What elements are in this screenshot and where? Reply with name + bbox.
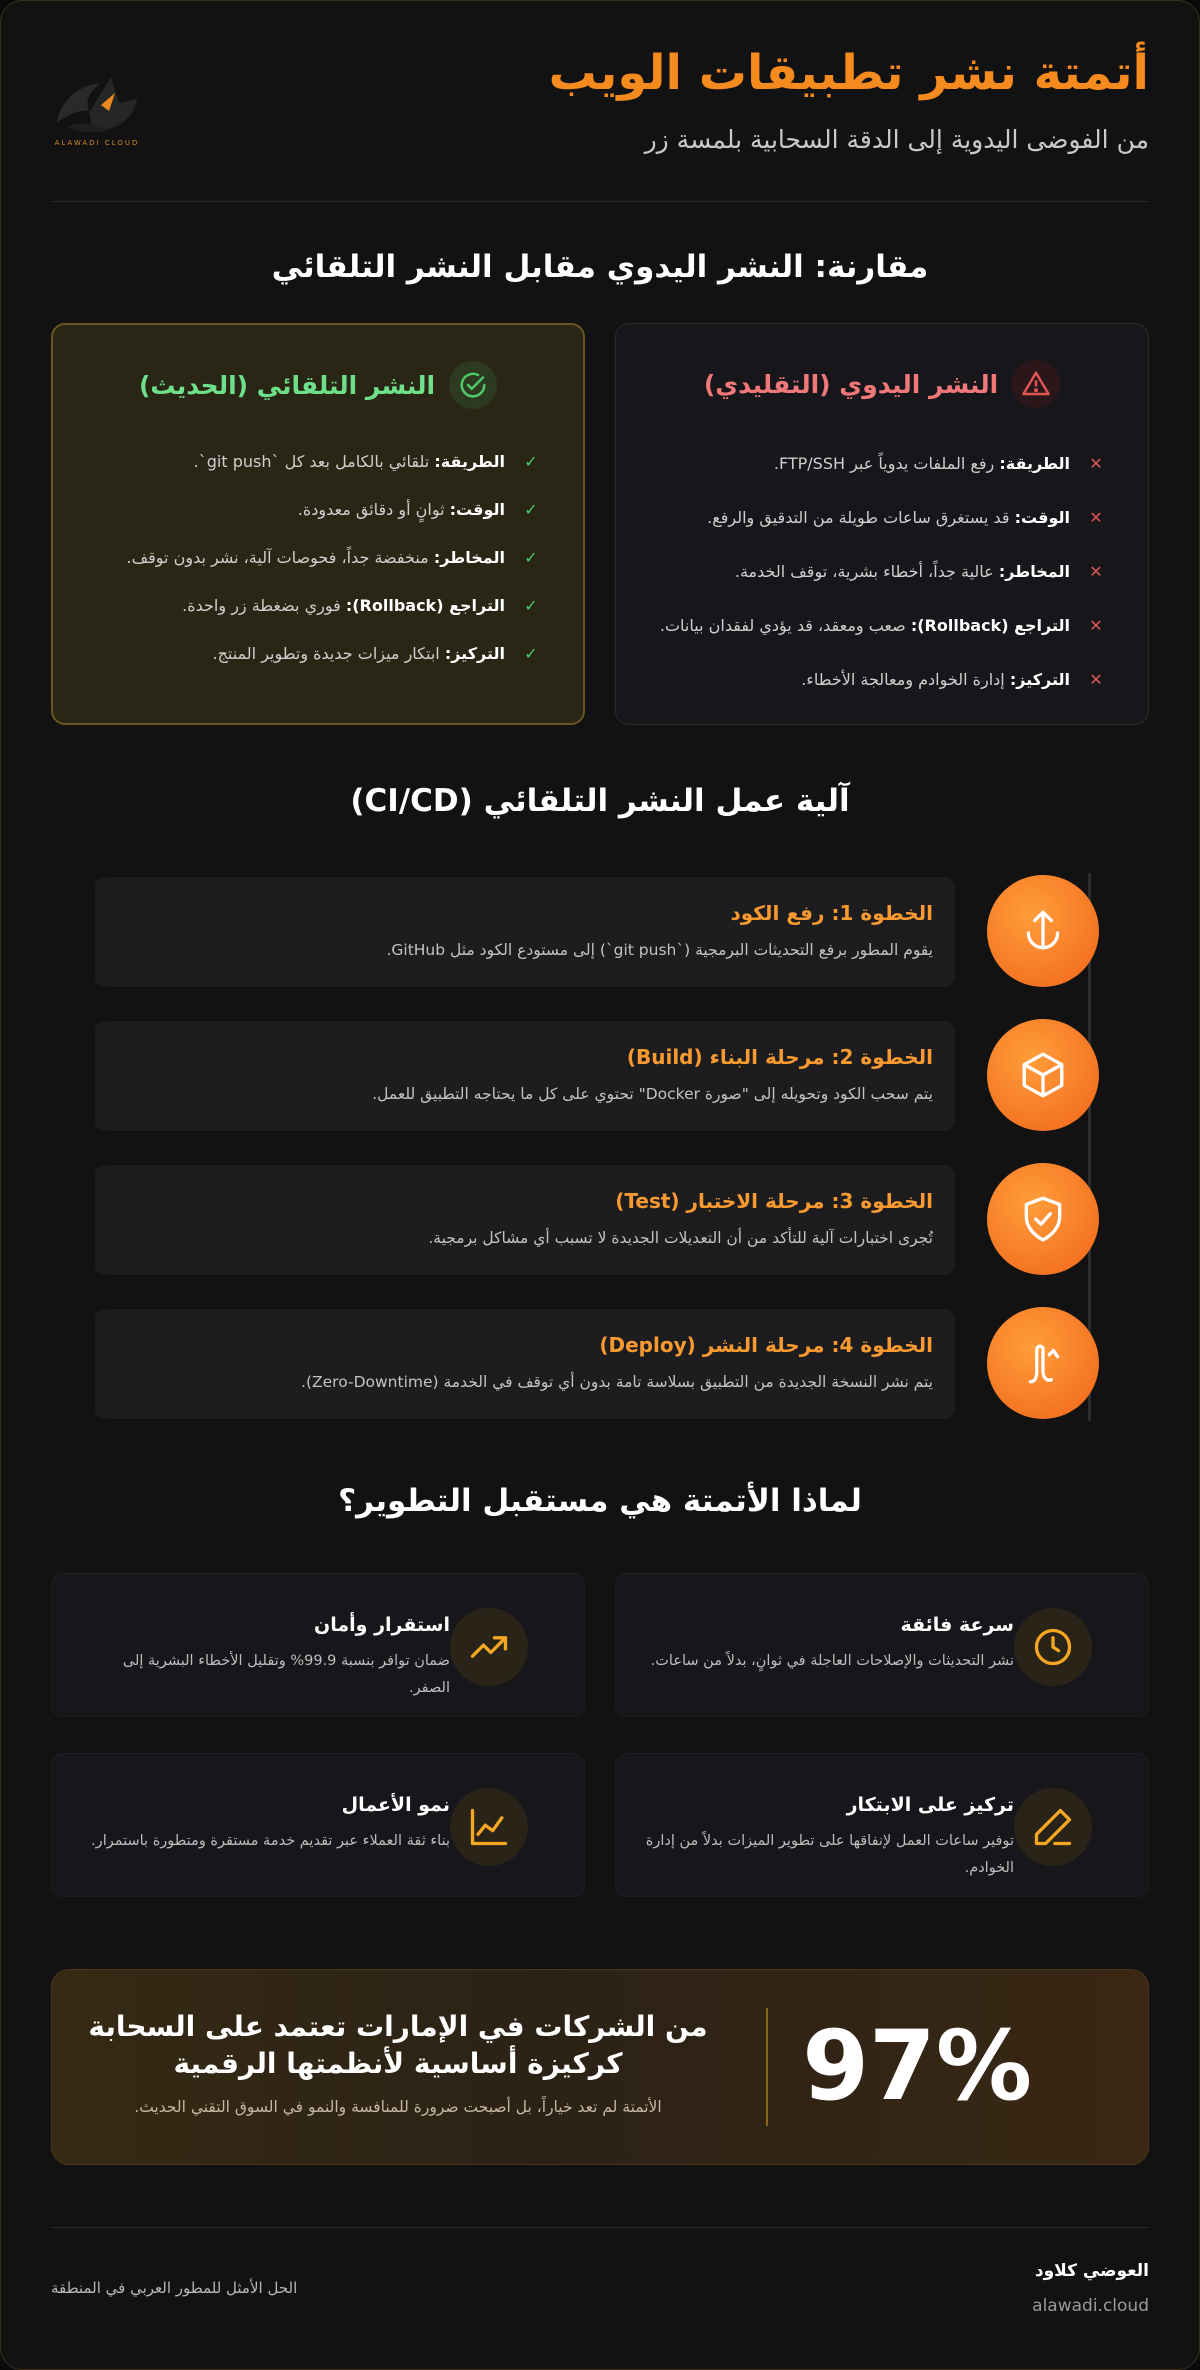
why-card-title: سرعة فائقة [900,1614,1014,1636]
anchor-icon [987,875,1099,987]
deploy-icon [987,1307,1099,1419]
why-card-description: نشر التحديثات والإصلاحات العاجلة في ثوانٍ، بدلاً من ساعات. [650,1653,1014,1669]
check-mark-icon: ✓ [524,451,538,471]
check-mark-icon: ✓ [524,499,538,519]
step-description: يقوم المطور برفع التحديثات البرمجية (`git push`) إلى مستودع الكود مثل GitHub. [386,941,933,959]
list-item: ✕ الطريقة: رفع الملفات يدوياً عبر FTP/SSH. [773,453,1103,473]
check-mark-icon: ✓ [524,595,538,615]
list-item: ✓ التركيز: ابتكار ميزات جديدة وتطوير المنتج. [212,643,538,663]
check-mark-icon: ✓ [524,547,538,567]
why-card-speed [615,1573,1149,1717]
line-chart-icon [450,1788,528,1866]
stat-description: الأتمتة لم تعد خياراً، بل أصبحت ضرورة للمنافسة والنمو في السوق التقني الحديث. [134,2098,662,2116]
clock-icon [1014,1608,1092,1686]
why-card-stability [51,1573,585,1717]
page-subtitle: من الفوضى اليدوية إلى الدقة السحابية بلمسة زر [644,125,1149,154]
header [1,1,1199,201]
stat-value: 97% [802,2010,1032,2122]
x-mark-icon: ✕ [1089,507,1103,527]
step-card [95,1309,955,1419]
check-mark-icon: ✓ [524,643,538,663]
list-item: ✕ التركيز: إدارة الخوادم ومعالجة الأخطاء. [801,669,1103,689]
why-card-description: ضمان توافر بنسبة 99.9% وتقليل الأخطاء البشرية إلى الصفر. [122,1653,450,1696]
step-card [95,877,955,987]
step-card [95,1021,955,1131]
auto-deploy-card [51,323,585,725]
step-title: الخطوة 1: رفع الكود [730,901,933,925]
manual-card-header [616,360,1148,408]
stat-title: من الشركات في الإمارات تعتمد على السحابة كركيزة أساسية لأنظمتها الرقمية [88,2010,708,2080]
cicd-title: آلية عمل النشر التلقائي (CI/CD) [350,783,850,819]
step-description: يتم سحب الكود وتحويله إلى "صورة Docker" تحتوي على كل ما يحتاجه التطبيق للعمل. [372,1085,933,1103]
list-item: ✕ الوقت: قد يستغرق ساعات طويلة من التدقيق والرفع. [707,507,1103,527]
step-title: الخطوة 2: مرحلة البناء (Build) [626,1045,933,1069]
footer-site-link[interactable]: alawadi.cloud [1032,2296,1149,2316]
step-title: الخطوة 3: مرحلة الاختبار (Test) [615,1189,933,1213]
why-card-description: توفير ساعات العمل لإنفاقها على تطوير الميزات بدلاً من إدارة الخوادم. [645,1833,1014,1876]
list-item: ✕ المخاطر: عالية جداً، أخطاء بشرية، توقف الخدمة. [734,561,1103,581]
list-item: ✓ الطريقة: تلقائي بالكامل بعد كل `git push`. [193,451,538,471]
step-1 [95,875,1099,987]
comparison-title: مقارنة: النشر اليدوي مقابل النشر التلقائي [271,249,929,285]
step-3 [95,1163,1099,1275]
why-card-growth [51,1753,585,1897]
list-item: ✓ الوقت: ثوانٍ أو دقائق معدودة. [297,499,538,519]
step-2 [95,1019,1099,1131]
step-description: تُجرى اختبارات آلية للتأكد من أن التعديلات الجديدة لا تسبب أي مشاكل برمجية. [428,1229,933,1247]
stat-banner [51,1969,1149,2165]
step-description: يتم نشر النسخة الجديدة من التطبيق بسلاسة تامة بدون أي توقف في الخدمة (Zero-Downtime). [301,1373,933,1391]
pencil-icon [1014,1788,1092,1866]
list-item: ✓ التراجع (Rollback): فوري بضغطة زر واحدة. [182,595,538,615]
header-divider [51,201,1149,202]
auto-list [83,437,539,677]
auto-card-title: النشر التلقائي (الحديث) [138,370,436,400]
manual-deploy-card [615,323,1149,725]
step-4 [95,1307,1099,1419]
auto-card-header [53,361,583,409]
why-card-innovation [615,1753,1149,1897]
list-item: ✓ المخاطر: منخفضة جداً، فحوصات آلية، نشر بدون توقف. [126,547,538,567]
why-title: لماذا الأتمتة هي مستقبل التطوير؟ [338,1483,862,1519]
check-circle-icon [449,361,497,409]
box-icon [987,1019,1099,1131]
stat-divider [766,2008,768,2126]
step-card [95,1165,955,1275]
trending-up-icon [450,1608,528,1686]
footer-divider [51,2227,1149,2228]
footer-brand-name: العوضي كلاود [1034,2261,1149,2281]
page-title: أتمتة نشر تطبيقات الويب [548,45,1149,101]
why-card-title: نمو الأعمال [341,1794,450,1816]
step-title: الخطوة 4: مرحلة النشر (Deploy) [599,1333,933,1357]
x-mark-icon: ✕ [1089,453,1103,473]
x-mark-icon: ✕ [1089,615,1103,635]
alawadi-logo-icon [49,63,145,149]
manual-card-title: النشر اليدوي (التقليدي) [703,369,999,399]
why-card-title: استقرار وأمان [314,1614,450,1636]
x-mark-icon: ✕ [1089,561,1103,581]
logo-text: ALAWADI CLOUD [54,139,140,147]
list-item: ✕ التراجع (Rollback): صعب ومعقد، قد يؤدي لفقدان بيانات. [659,615,1103,635]
footer-tagline: الحل الأمثل للمطور العربي في المنطقة [51,2279,298,2297]
shield-check-icon [987,1163,1099,1275]
manual-list [646,436,1104,706]
why-card-title: تركيز على الابتكار [846,1794,1014,1816]
warning-triangle-icon [1012,360,1060,408]
x-mark-icon: ✕ [1089,669,1103,689]
why-card-description: بناء ثقة العملاء عبر تقديم خدمة مستقرة ومتطورة باستمرار. [91,1833,450,1849]
